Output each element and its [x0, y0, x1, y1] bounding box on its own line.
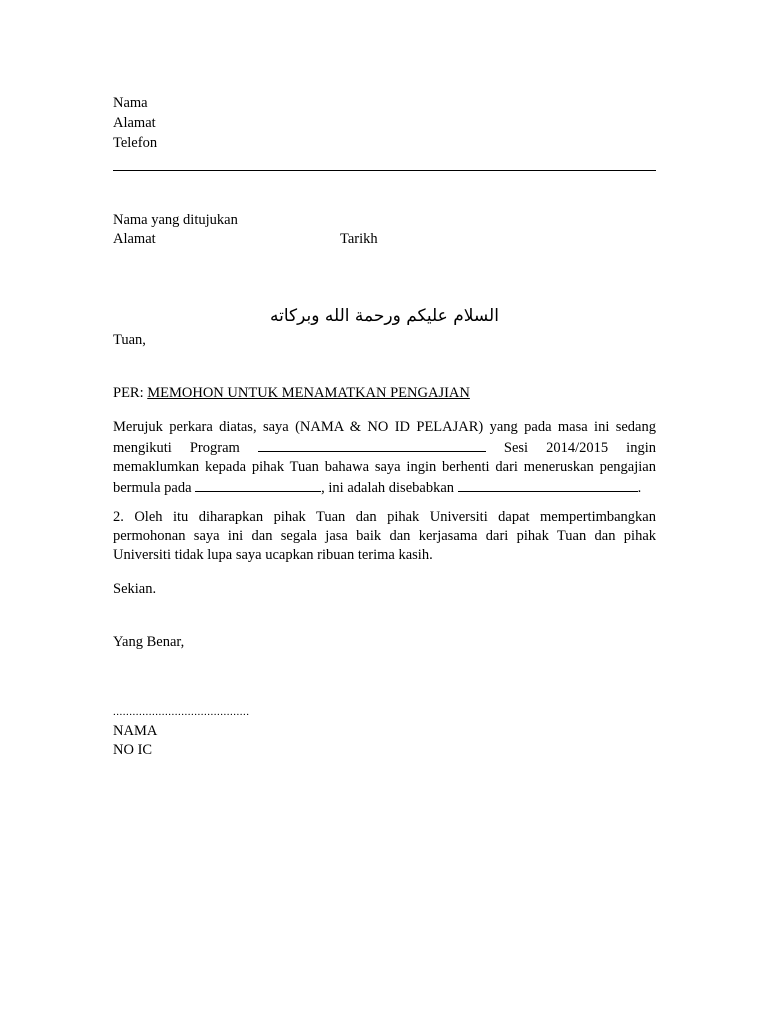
subject-prefix: PER:: [113, 385, 144, 401]
recipient-name: Nama yang ditujukan: [113, 212, 238, 228]
paragraph-1-part1: Merujuk perkara diatas, saya (NAMA & NO ID PELAJAR) yang pada masa ini sedang mengikuti Program: [113, 419, 656, 456]
paragraph-2: 2. Oleh itu diharapkan pihak Tuan dan pihak Universiti dapat mempertimbangkan permohonan saya ini dan segala jasa baik dan kerjasama dari pihak Tuan dan pihak Universiti tidak lupa saya ucapkan ribuan terima kasih.: [113, 509, 656, 563]
signer-ic: NO IC: [113, 742, 153, 758]
paragraph-1-part2: Sesi 2014/2015 ingin memaklumkan kepada pihak Tuan bahawa saya ingin berhenti dari meneruskan pengajian bermula pada: [113, 440, 656, 496]
header-divider: [113, 170, 656, 171]
subject-line: [113, 383, 470, 403]
reason-blank: [458, 477, 638, 492]
letter-date: Tarikh: [340, 231, 378, 247]
arabic-greeting: السلام عليكم ورحمة الله وبركاته: [270, 306, 499, 326]
sender-phone: Telefon: [113, 135, 158, 151]
sender-name: Nama: [113, 95, 148, 111]
paragraph-1-part4: .: [637, 480, 642, 496]
paragraph-1: [113, 418, 656, 498]
program-blank: [258, 437, 486, 452]
signature-line: ..........................................: [113, 706, 250, 718]
signoff: Yang Benar,: [113, 634, 185, 650]
paragraph-1-part3: , ini adalah disebabkan: [321, 480, 455, 496]
start-date-blank: [195, 477, 321, 492]
closing: Sekian.: [113, 581, 157, 597]
sender-address: Alamat: [113, 115, 156, 131]
salutation: Tuan,: [113, 332, 146, 348]
signer-name: NAMA: [113, 723, 158, 739]
recipient-address: Alamat: [113, 231, 156, 247]
subject-title: MEMOHON UNTUK MENAMATKAN PENGAJIAN: [147, 385, 470, 401]
